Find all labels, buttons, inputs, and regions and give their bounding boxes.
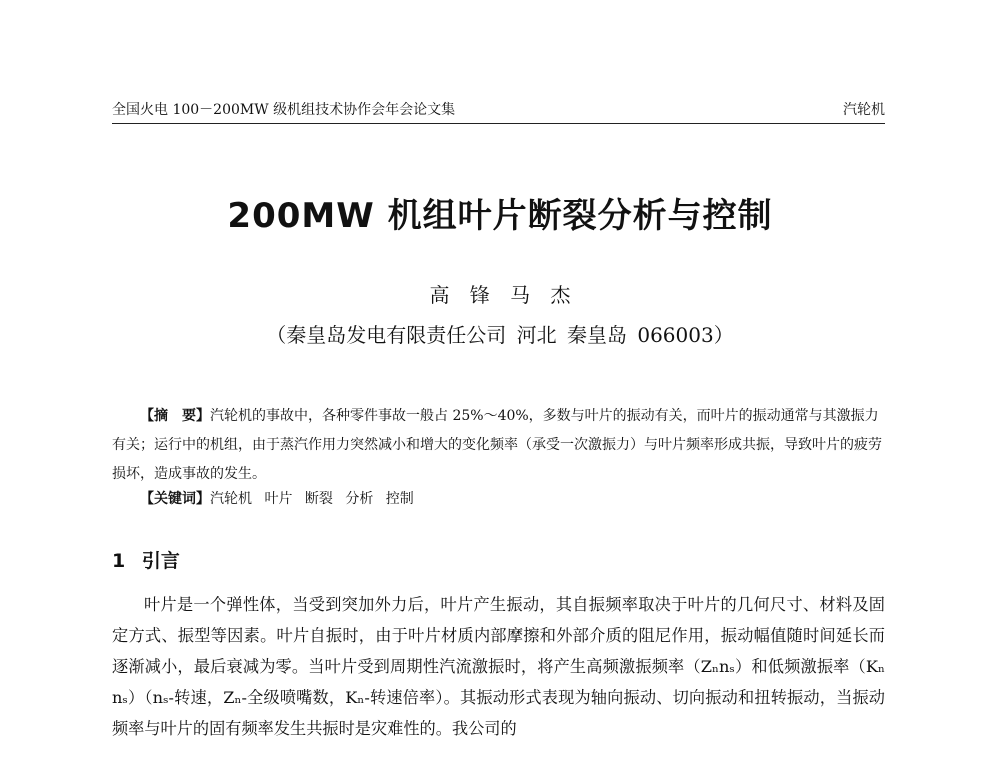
keywords [112,487,885,511]
abstract-text: 汽轮机的事故中，各种零件事故一般占 25%～40%，多数与叶片的振动有关，而叶片的振动通常与其激振力有关；运行中的机组，由于蒸汽作用力突然减小和增大的变化频率（承受一次激振力）与叶片频率形成共振，导致叶片的疲劳损坏，造成事故的发生。 [112,408,882,482]
affiliation: （秦皇岛发电有限责任公司 河北 秦皇岛 066003） [266,323,734,347]
section-heading-introduction: 1 引言 [112,550,180,572]
running-header [112,101,885,124]
authors: 高 锋 马 杰 [429,283,571,307]
abstract-label: 【摘 要】 [140,408,210,424]
paper-title: 200MW 机组叶片断裂分析与控制 [227,196,773,236]
keywords-label: 【关键词】 [140,491,210,507]
header-section-name: 汽轮机 [843,102,885,118]
header-proceedings-title: 全国火电 100－200MW 级机组技术协作会年会论文集 [112,102,456,118]
keywords-text: 汽轮机 叶片 断裂 分析 控制 [210,491,414,507]
abstract [112,402,885,489]
introduction-paragraph: 叶片是一个弹性体，当受到突加外力后，叶片产生振动，其自振频率取决于叶片的几何尺寸、材料及固定方式、振型等因素。叶片自振时，由于叶片材质内部摩擦和外部介质的阻尼作用，振动幅值随时间延长而逐渐减小，最后衰减为零。当叶片受到周期性汽流激振时，将产生高频激振频率（Zₙnₛ）和低频激振率（Kₙ nₛ）（nₛ-转速，Zₙ-全级喷嘴数，Kₙ-转速倍率）。其振动形式表现为轴向振动、切向振动和扭转振动，当振动频率与叶片的固有频率发生共振时是灾难性的。我公司的 [112,595,885,738]
